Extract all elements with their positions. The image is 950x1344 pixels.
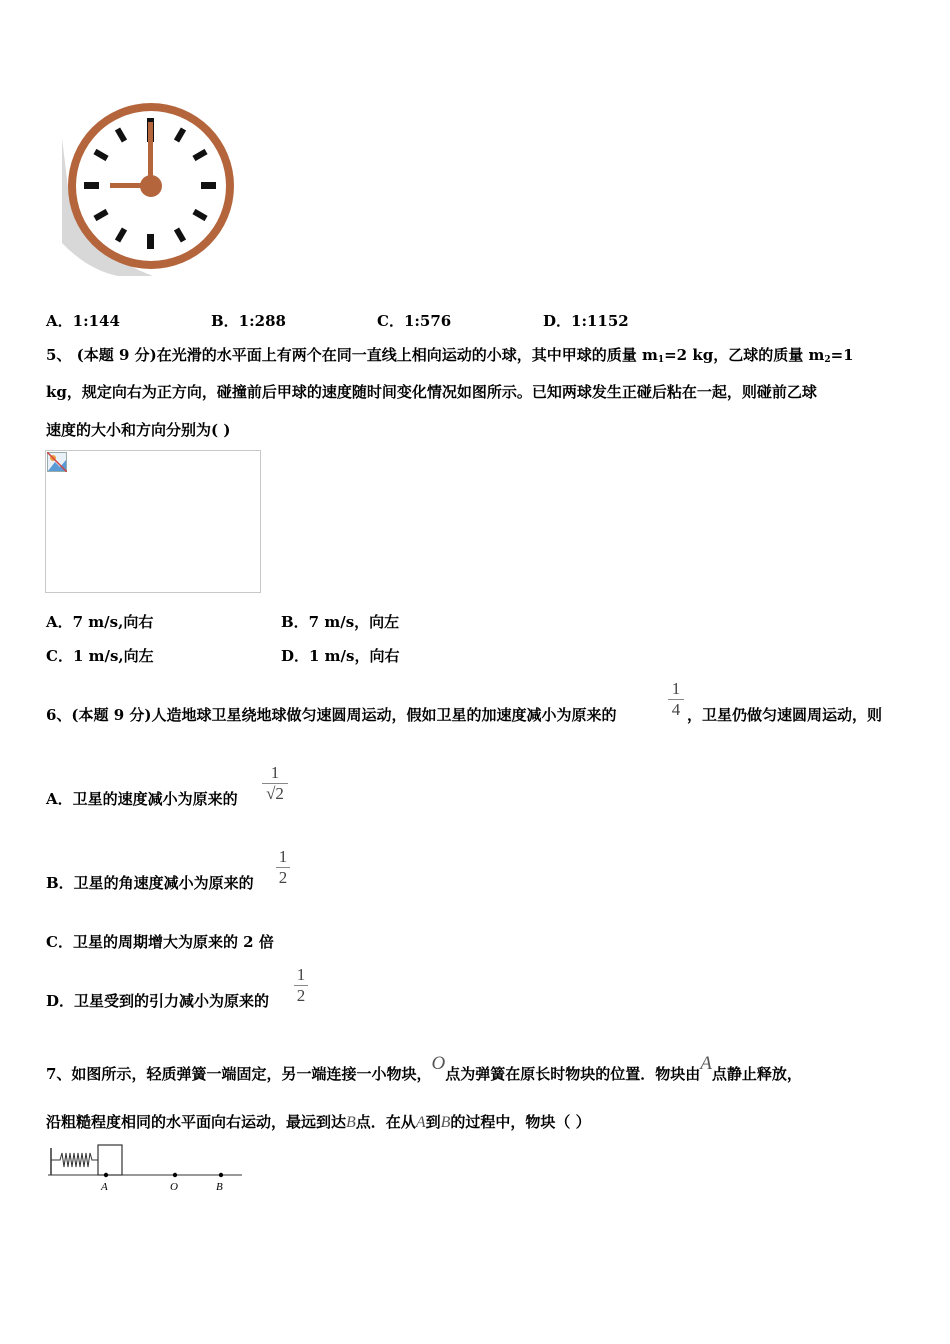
q5-stem-line3: 速度的大小和方向分别为( )	[46, 421, 231, 439]
broken-image-icon	[47, 452, 67, 472]
q6-option-a-fraction: 1 √2	[262, 764, 288, 803]
block	[98, 1145, 122, 1175]
q6-option-a: A．卫星的速度减小为原来的	[46, 790, 238, 808]
point-o	[173, 1173, 177, 1177]
q6-option-c: C．卫星的周期增大为原来的 2 倍	[46, 933, 274, 951]
spring	[51, 1153, 98, 1167]
point-b	[219, 1173, 223, 1177]
q6-option-d: D．卫星受到的引力减小为原来的	[46, 992, 270, 1010]
label-b: B	[216, 1181, 223, 1193]
label-o: O	[170, 1181, 178, 1193]
q5-option-a: A．7 m/s,向右	[46, 613, 154, 631]
q5-option-c: C．1 m/s,向左	[46, 647, 154, 665]
q4-option-d: D．1:1152	[543, 312, 629, 330]
q5-stem-line2: kg，规定向右为正方向，碰撞前后甲球的速度随时间变化情况如图所示。已知两球发生正碰后粘在一起，则碰前乙球	[46, 383, 817, 401]
label-a: A	[101, 1181, 108, 1193]
q7-stem-line1: 7、如图所示，轻质弹簧一端固定，另一端连接一小物块，O点为弹簧在原长时物块的位置．物块由A点静止释放，	[46, 1053, 802, 1083]
q4-option-b: B．1:288	[211, 312, 286, 330]
q4-option-c: C．1:576	[377, 312, 452, 330]
q4-option-a: A．1:144	[46, 312, 120, 330]
q6-stem-b: ，卫星仍做匀速圆周运动，则	[687, 706, 883, 724]
q6-option-b-fraction: 1 2	[276, 848, 290, 887]
spring-figure	[46, 1140, 246, 1196]
q6-option-b: B．卫星的角速度减小为原来的	[46, 874, 254, 892]
q6-fraction-quarter: 1 4	[668, 680, 684, 719]
q5-stem-line1: 5、 (本题 9 分)在光滑的水平面上有两个在同一直线上相向运动的小球，其中甲球的质量 $m_1=2$ kg，乙球的质量 $m_2=1$	[46, 346, 854, 365]
clock-center	[140, 175, 162, 197]
q5-option-d: D．1 m/s，向右	[281, 647, 400, 665]
point-a	[104, 1173, 108, 1177]
q5-option-b: B．7 m/s，向左	[281, 613, 400, 631]
q6-option-d-fraction: 1 2	[294, 966, 308, 1005]
clock-figure	[58, 98, 244, 278]
q6-stem-a: 6、(本题 9 分)人造地球卫星绕地球做匀速圆周运动，假如卫星的加速度减小为原来的	[46, 706, 617, 724]
q5-broken-image	[45, 450, 261, 593]
q7-stem-line2: 沿粗糙程度相同的水平面向右运动，最远到达B点．在从A到B的过程中，物块（ ）	[46, 1113, 591, 1131]
